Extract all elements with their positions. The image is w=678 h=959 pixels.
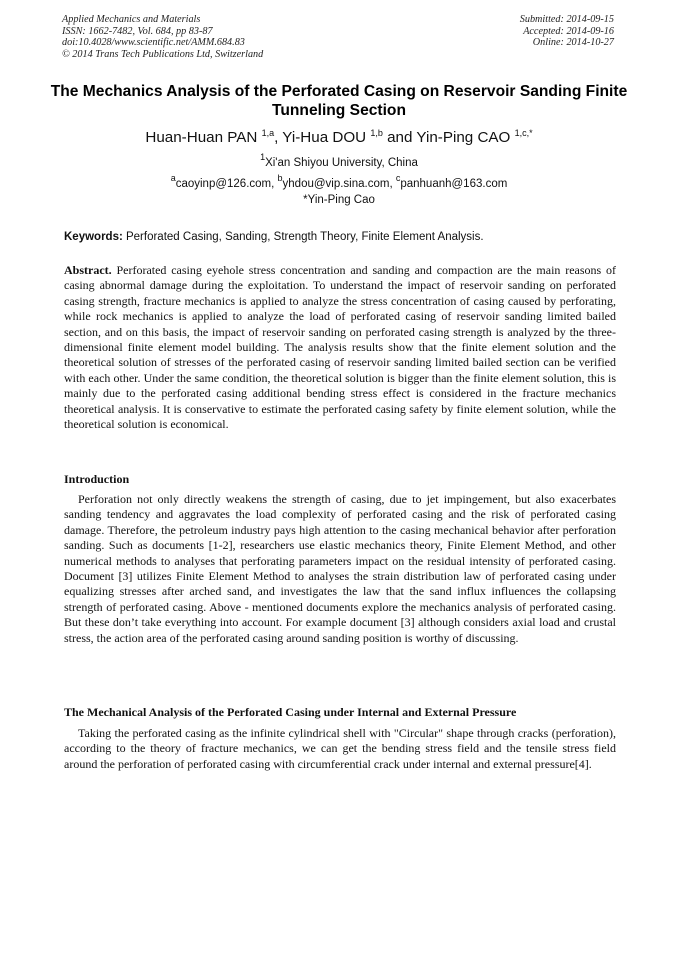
issn-line: ISSN: 1662-7482, Vol. 684, pp 83-87: [62, 25, 213, 37]
email-mark: c: [395, 173, 401, 183]
author-affiliation-mark: 1,a: [261, 128, 275, 138]
abstract-text: Perforated casing eyehole stress concentration and sanding and compaction are the main reasons of casing abnormal damage during the exploitation. To understand the impact of reservoir sanding on perforated casing strength, fracture mechanics is applied to analyze the stress concentration of casing caused by perforating, while rock mechanics is applied to analyze the load of perforated casing of reservoir sanding limited bailed section, and on this basis, the impact of reservoir sanding on perforated casing strength is analyzed by the three-dimensional finite element model building. The analysis results show that the finite element solution and the theoretical solution of stresses of the perforated casing of reservoir sanding limited bailed section can be verified with each other. Under the same condition, the theoretical solution is bigger than the finite element solution, this is mainly due to the perforated casing additional bending stress effect is considered in the fracture mechanics theoretical analysis. It is conservative to estimate the perforated casing safety by finite element solution, while the theoretical solution is economical.: [64, 263, 616, 432]
introduction-paragraph: Perforation not only directly weakens the strength of casing, due to jet impingement, but also exacerbates sanding tendency and aggravates the load complexity of perforated casing and the risk of perforated casing damage. Therefore, the petroleum industry pays high attention to the casing mechanical behavior after perforation sanding. Such as documents [1-2], researchers use elastic mechanics theory, Finite Element Method, and other numerical methods to analyses that perforating parameters impact on the residual intensity of perforated casing. Document [3] utilizes Finite Element Method to analyses the strain distribution law of perforated casing under equalizing stresses after arched sand, and investigates the law that the sand influx influences the collapsing strength of perforated casing. Above - mentioned documents explore the mechanics analysis of perforated casing. But these don’t take everything into account. For example document [3] although considers axial load and crustal stress, the action area of the perforated casing around sanding position is worthy of discussing.: [64, 492, 616, 645]
email-address[interactable]: caoyinp@126.com: [175, 178, 272, 190]
keywords-text: Perforated Casing, Sanding, Strength Theory, Finite Element Analysis.: [122, 231, 484, 243]
keywords-section: [64, 230, 616, 244]
abstract-label: Abstract.: [64, 263, 112, 277]
author-name: Yi-Hua DOU: [282, 129, 367, 146]
email-mark: a: [170, 173, 176, 183]
author-name: Huan-Huan PAN: [145, 129, 258, 146]
email-list: [0, 171, 678, 191]
copyright-line: © 2014 Trans Tech Publications Ltd, Switzerland: [62, 48, 264, 60]
section-paragraph: Taking the perforated casing as the infinite cylindrical shell with "Circular" shape through cracks (perforation), according to the theory of fracture mechanics, we can get the bending stress field and the tensile stress field around the perforation of perforated casing with circumferential crack under internal and external pressure[4].: [64, 726, 616, 771]
doi-line[interactable]: doi:10.4028/www.scientific.net/AMM.684.83: [62, 37, 245, 49]
submitted-date: Submitted: 2014-09-15: [519, 14, 614, 25]
journal-header-left: [62, 14, 263, 60]
journal-header-right: [520, 14, 614, 49]
section-heading: The Mechanical Analysis of the Perforated Casing under Internal and External Pressure: [64, 705, 517, 719]
keywords-label: Keywords:: [64, 231, 123, 243]
email-address[interactable]: yhdou@vip.sina.com: [282, 178, 390, 190]
affiliation-mark: 1: [260, 152, 266, 162]
author-name: Yin-Ping CAO: [416, 129, 511, 146]
journal-name: Applied Mechanics and Materials: [62, 14, 201, 25]
online-date: Online: 2014-10-27: [532, 37, 614, 49]
email-separator: ,: [389, 178, 396, 190]
affiliation: [0, 150, 678, 170]
corresponding-author: *Yin-Ping Cao: [303, 194, 375, 206]
accepted-date: Accepted: 2014-09-16: [523, 25, 614, 37]
abstract-paragraph: [64, 263, 616, 432]
author-affiliation-mark: 1,c,*: [514, 128, 533, 138]
author-and: and: [382, 129, 417, 146]
affiliation-text: Xi'an Shiyou University, China: [265, 157, 418, 169]
introduction-heading: Introduction: [64, 472, 130, 486]
author-list: [0, 124, 678, 147]
email-address[interactable]: panhuanh@163.com: [400, 178, 508, 190]
email-mark: b: [277, 173, 283, 183]
email-separator: ,: [271, 178, 278, 190]
paper-title: The Mechanics Analysis of the Perforated Casing on Reservoir Sanding Finite Tunneling Section: [50, 83, 628, 119]
author-affiliation-mark: 1,b: [370, 128, 383, 138]
author-separator: ,: [274, 129, 283, 146]
